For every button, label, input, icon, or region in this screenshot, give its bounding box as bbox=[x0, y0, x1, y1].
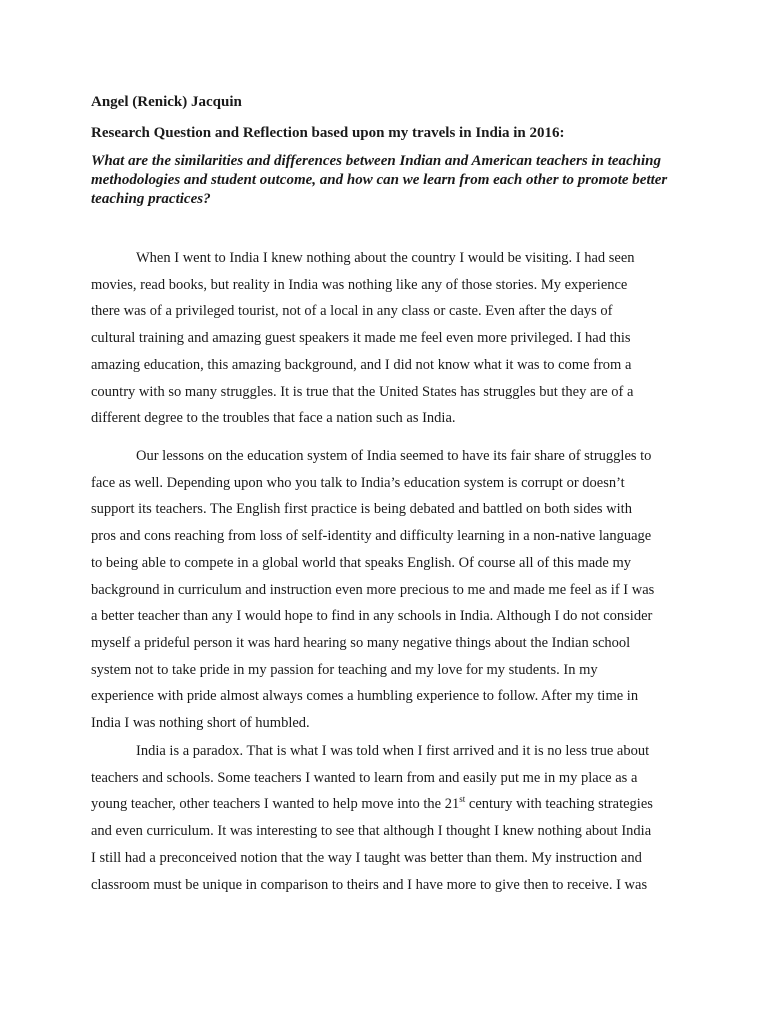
paragraph-line: country with so many struggles. It is true that the United States has struggles but they are of a bbox=[91, 383, 634, 400]
line-text-tail: century with teaching strategies bbox=[465, 796, 653, 813]
paragraph-line: classroom must be unique in comparison to theirs and I have more to give then to receive. I was bbox=[91, 876, 648, 893]
paragraph-line: I still had a preconceived notion that the way I taught was better than them. My instruction and bbox=[91, 849, 642, 866]
paragraph-2 bbox=[91, 443, 683, 737]
document-heading: Research Question and Reflection based upon my travels in India in 2016: bbox=[91, 125, 565, 141]
paragraph-line: myself a prideful person it was hard hearing so many negative things about the Indian school bbox=[91, 634, 631, 651]
paragraph-line: and even curriculum. It was interesting to see that although I thought I knew nothing about India bbox=[91, 823, 652, 840]
paragraph-line: background in curriculum and instruction even more precious to me and made me feel as if I was bbox=[91, 581, 655, 598]
research-question-line: methodologies and student outcome, and how can we learn from each other to promote better bbox=[91, 172, 668, 188]
paragraph-line: to being able to compete in a global world that speaks English. Of course all of this made my bbox=[91, 554, 631, 571]
author-name: Angel (Renick) Jacquin bbox=[91, 94, 242, 110]
paragraph-line: pros and cons reaching from loss of self-identity and difficulty learning in a non-native language bbox=[91, 528, 652, 545]
paragraph-3 bbox=[91, 738, 683, 898]
paragraph-line: cultural training and amazing guest speakers it made me feel even more privileged. I had this bbox=[91, 330, 631, 347]
paragraph-line: amazing education, this amazing background, and I did not know what it was to come from a bbox=[91, 356, 632, 373]
paragraph-line: support its teachers. The English first practice is being debated and battled on both sides with bbox=[91, 501, 632, 518]
paragraph-line: a better teacher than any I would hope to find in any schools in India. Although I do not consider bbox=[91, 608, 653, 625]
research-question-line: What are the similarities and differences between Indian and American teachers in teaching bbox=[91, 153, 662, 169]
paragraph-line-with-superscript bbox=[91, 791, 683, 818]
research-question bbox=[91, 152, 681, 209]
research-question-line: teaching practices? bbox=[91, 191, 211, 207]
paragraph-line: teachers and schools. Some teachers I wanted to learn from and easily put me in my place as a bbox=[91, 769, 638, 786]
paragraph-line: system not to take pride in my passion for teaching and my love for my students. In my bbox=[91, 661, 598, 678]
paragraph-line: Our lessons on the education system of India seemed to have its fair share of struggles to bbox=[136, 448, 652, 464]
paragraph-line: there was of a privileged tourist, not of a local in any class or caste. Even after the days of bbox=[91, 303, 613, 320]
paragraph-line: India is a paradox. That is what I was told when I first arrived and it is no less true about bbox=[136, 743, 650, 759]
ordinal-superscript: st bbox=[459, 794, 466, 805]
paragraph-line: face as well. Depending upon who you talk to India’s education system is corrupt or doesn’t bbox=[91, 474, 625, 491]
paragraph-line: movies, read books, but reality in India was nothing like any of those stories. My experience bbox=[91, 276, 628, 293]
paragraph-1 bbox=[91, 245, 683, 432]
paragraph-line: different degree to the troubles that face a nation such as India. bbox=[91, 410, 456, 427]
line-text: young teacher, other teachers I wanted to help move into the 21 bbox=[91, 796, 460, 813]
paragraph-line: India I was nothing short of humbled. bbox=[91, 715, 310, 732]
paragraph-line: When I went to India I knew nothing about the country I would be visiting. I had seen bbox=[136, 250, 635, 266]
paragraph-line: experience with pride almost always comes a humbling experience to follow. After my time in bbox=[91, 688, 639, 705]
